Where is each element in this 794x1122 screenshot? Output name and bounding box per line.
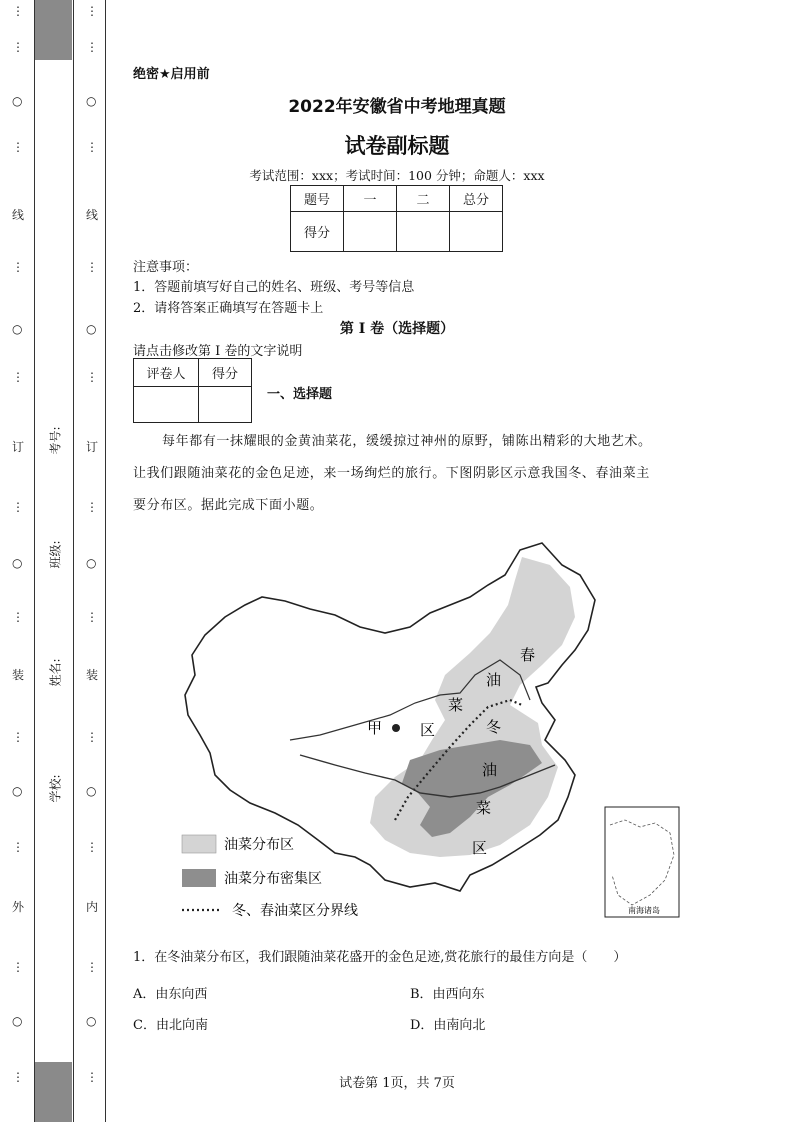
outer-dotted-line: ⋮ ⋮ ○ ⋮ 线 ⋮ ○ ⋮ 订 ⋮ ○ ⋮ 装 ⋮ ○ ⋮ 外 ⋮ ○ ⋮ — [12, 4, 25, 1084]
grader-header: 得分 — [199, 359, 252, 387]
score-header: 总分 — [450, 186, 503, 212]
exam-meta: 考试范围：xxx；考试时间：100 分钟；命题人：xxx — [249, 168, 545, 183]
inset-label: 南海诸岛 — [628, 906, 660, 915]
binding-circle: ○ — [12, 94, 23, 108]
option-a[interactable]: A．由东向西 — [133, 987, 208, 1002]
score-row-label: 得分 — [291, 212, 344, 252]
south-china-sea-inset — [605, 807, 679, 917]
binding-circle: ○ — [12, 556, 23, 570]
grader-cell[interactable] — [199, 387, 252, 423]
section-hint[interactable]: 请点击修改第 I 卷的文字说明 — [133, 344, 303, 359]
score-header: 题号 — [291, 186, 344, 212]
map-label-winter: 冬 — [486, 718, 502, 736]
binding-circle: ○ — [12, 1014, 23, 1028]
legend-swatch-dense — [182, 869, 216, 887]
field-school[interactable]: 学校: — [48, 774, 63, 803]
passage-line: 每年都有一抹耀眼的金黄油菜花，缓缓掠过神州的原野，铺陈出精彩的大地艺术。 — [162, 434, 652, 449]
legend-label: 冬、春油菜区分界线 — [232, 903, 358, 919]
binding-label: 装 — [12, 668, 25, 682]
china-rapeseed-map — [170, 535, 700, 925]
binding-circle: ○ — [86, 94, 97, 108]
grader-header: 评卷人 — [134, 359, 199, 387]
option-d[interactable]: D．由南向北 — [410, 1018, 486, 1033]
page-subtitle: 试卷副标题 — [344, 134, 450, 158]
field-name[interactable]: 姓名: — [48, 658, 63, 687]
binding-circle: ○ — [86, 784, 97, 798]
score-header: 二 — [397, 186, 450, 212]
map-label-cai2: 菜 — [476, 799, 492, 817]
map-label-you2: 油 — [482, 761, 498, 779]
binding-label: 外 — [12, 900, 25, 914]
map-label-qu2: 区 — [472, 839, 488, 857]
part-title: 一、选择题 — [267, 387, 333, 402]
notes-heading: 注意事项： — [133, 260, 199, 275]
option-c[interactable]: C．由北向南 — [133, 1018, 208, 1033]
binding-right-rule — [105, 0, 106, 1122]
score-cell[interactable] — [450, 212, 503, 252]
note-item: 2．请将答案正确填写在答题卡上 — [133, 301, 324, 316]
inner-dotted-line: ⋮ ⋮ ○ ⋮ 线 ⋮ ○ ⋮ 订 ⋮ ○ ⋮ 装 ⋮ ○ ⋮ 内 ⋮ ○ ⋮ — [86, 4, 99, 1084]
page-title: 2022年安徽省中考地理真题 — [288, 97, 506, 117]
grader-table — [133, 358, 252, 423]
field-class[interactable]: 班级: — [48, 540, 63, 569]
score-cell[interactable] — [344, 212, 397, 252]
passage-line: 要分布区。据此完成下面小题。 — [133, 498, 324, 513]
binding-label: 装 — [86, 668, 99, 682]
section-title: 第 I 卷（选择题） — [339, 321, 455, 337]
score-cell[interactable] — [397, 212, 450, 252]
binding-label: 内 — [86, 900, 99, 914]
point-jia — [392, 724, 400, 732]
binding-circle: ○ — [86, 556, 97, 570]
binding-circle: ○ — [12, 322, 23, 336]
binding-circle: ○ — [86, 322, 97, 336]
secret-mark: 绝密★启用前 — [133, 67, 210, 82]
binding-label: 线 — [86, 208, 99, 222]
binding-label: 订 — [86, 440, 99, 454]
map-label-qu1: 区 — [420, 721, 436, 739]
map-label-spring: 春 — [520, 646, 536, 664]
page-footer: 试卷第 1页，共 7页 — [339, 1076, 455, 1091]
legend-swatch-light — [182, 835, 216, 853]
binding-circle: ○ — [12, 784, 23, 798]
grader-cell[interactable] — [134, 387, 199, 423]
passage-line: 让我们跟随油菜花的金色足迹，来一场绚烂的旅行。下图阴影区示意我国冬、春油菜主 — [133, 466, 650, 481]
gutter-bottom-block — [35, 1062, 72, 1122]
field-exam-number[interactable]: 考号: — [48, 426, 63, 455]
question-stem: 1．在冬油菜分布区，我们跟随油菜花盛开的金色足迹,赏花旅行的最佳方向是（ ） — [133, 950, 627, 965]
gutter-top-block — [35, 0, 72, 60]
note-item: 1．答题前填写好自己的姓名、班级、考号等信息 — [133, 280, 415, 295]
score-header: 一 — [344, 186, 397, 212]
option-b[interactable]: B．由西向东 — [410, 987, 485, 1002]
binding-label: 订 — [12, 440, 25, 454]
map-label-you1: 油 — [486, 671, 502, 689]
binding-label: 线 — [12, 208, 25, 222]
legend-label: 油菜分布区 — [224, 837, 294, 853]
binding-circle: ○ — [86, 1014, 97, 1028]
map-label-jia: 甲 — [367, 719, 383, 737]
score-table — [290, 185, 503, 252]
legend-label: 油菜分布密集区 — [224, 871, 322, 887]
map-label-cai1: 菜 — [448, 696, 464, 714]
